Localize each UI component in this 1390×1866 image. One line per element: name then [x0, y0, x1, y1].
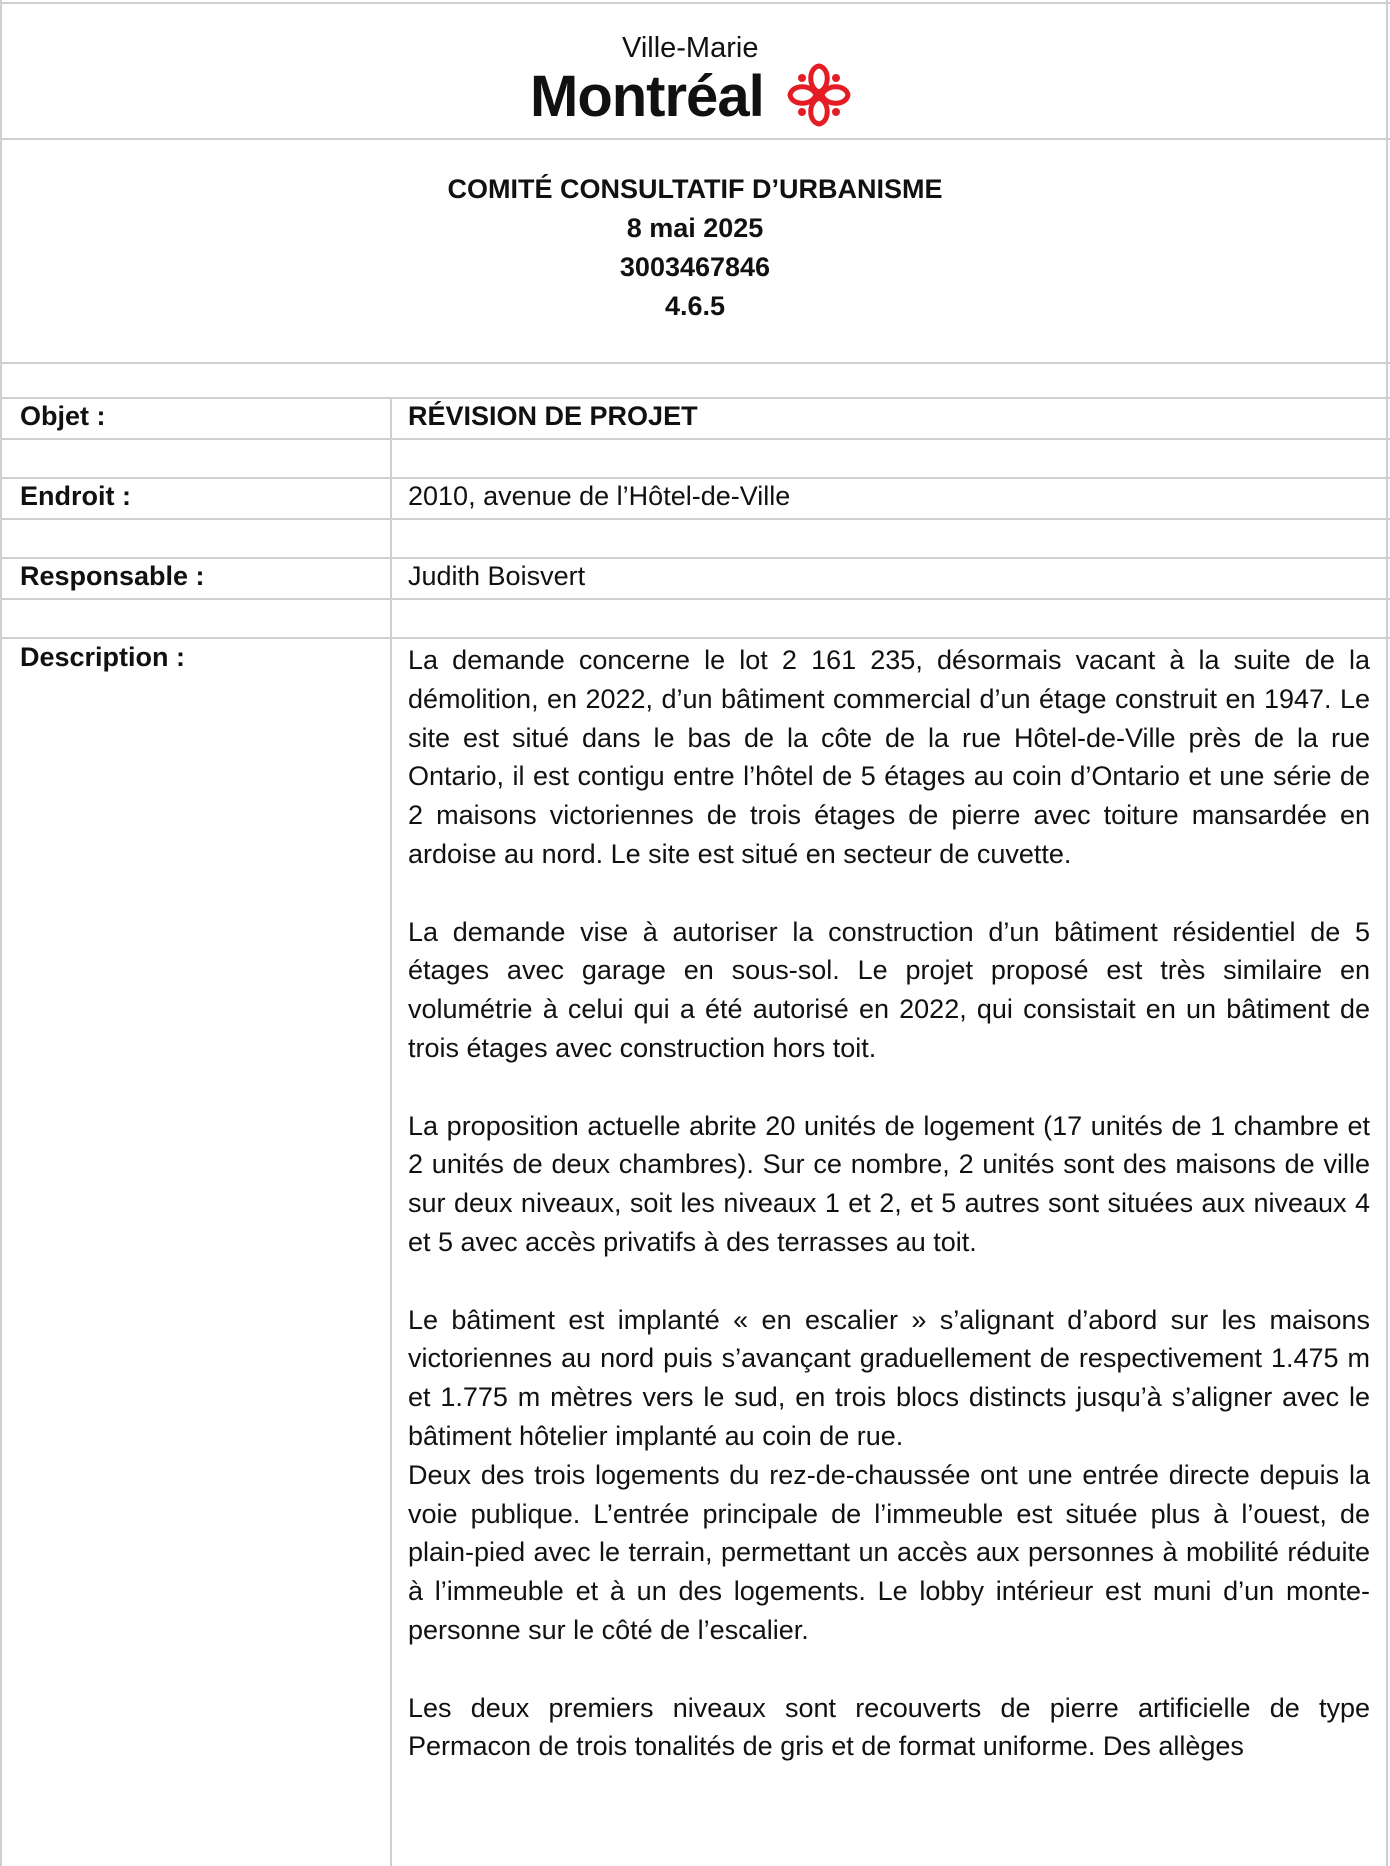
description-label: Description : — [20, 642, 186, 672]
row-divider — [0, 362, 1390, 364]
table-border-top — [0, 2, 1390, 4]
rosette-icon — [782, 58, 856, 132]
description-body — [408, 641, 1370, 1805]
objet-value: RÉVISION DE PROJET — [408, 401, 698, 431]
logo-borough: Ville-Marie — [622, 32, 759, 64]
description-paragraph: Les deux premiers niveaux sont recouverts de pierre artificielle de type Permacon de trois tonalités de gris et de format uniforme. Des allèges — [408, 1692, 1370, 1762]
row-divider — [0, 438, 1390, 440]
committee-name: COMITÉ CONSULTATIF D’URBANISME — [447, 174, 943, 204]
responsable-label: Responsable : — [20, 561, 205, 591]
agenda-item: 4.6.5 — [664, 291, 726, 321]
endroit-value: 2010, avenue de l’Hôtel-de-Ville — [408, 481, 791, 511]
description-paragraph: La demande vise à autoriser la construction d’un bâtiment résidentiel de 5 étages avec garage en sous-sol. Le projet proposé est très similaire en volumétrie à celui qui a été autorisé en 2022, qui consistait en un bâtiment de trois étages avec construction hors toit. — [408, 916, 1370, 1063]
responsable-value: Judith Boisvert — [408, 561, 586, 591]
file-number: 3003467846 — [619, 252, 771, 282]
row-divider — [0, 138, 1390, 140]
description-paragraph: La proposition actuelle abrite 20 unités de logement (17 unités de 1 chambre et 2 unités de deux chambres). Sur ce nombre, 2 unités sont des maisons de ville sur deux niveaux, soit les niveaux 1 et 2, et 5 autres sont situées aux niveaux 4 et 5 avec accès privatifs à des terrasses au toit. — [408, 1110, 1370, 1257]
row-divider — [0, 518, 1390, 520]
row-divider — [0, 557, 1390, 559]
montreal-logo — [520, 30, 870, 130]
column-divider — [390, 397, 392, 1866]
logo-city: Montréal — [530, 64, 764, 129]
objet-label: Objet : — [20, 401, 106, 431]
description-paragraph: Le bâtiment est implanté « en escalier » s’alignant d’abord sur les maisons victoriennes au nord puis s’avançant graduellement de respectivement 1.475 m et 1.775 m mètres vers le sud, en trois blocs distincts jusqu’à s’aligner avec le bâtiment hôtelier implanté au coin de rue. — [408, 1304, 1370, 1451]
row-divider — [0, 637, 1390, 639]
meeting-date: 8 mai 2025 — [626, 213, 764, 243]
row-divider — [0, 598, 1390, 600]
document-header — [0, 170, 1390, 326]
description-paragraph: Deux des trois logements du rez-de-chaussée ont une entrée directe depuis la voie publique. L’entrée principale de l’immeuble est située plus à l’ouest, de plain-pied avec le terrain, permettant un accès aux personnes à mobilité réduite à l’immeuble et à un des logements. Le lobby intérieur est muni d’un monte-personne sur le côté de l’escalier. — [408, 1459, 1370, 1645]
description-paragraph: La demande concerne le lot 2 161 235, désormais vacant à la suite de la démolition, en 2022, d’un bâtiment commercial d’un étage construit en 1947. Le site est situé dans le bas de la côte de la rue Hôtel-de-Ville près de la rue Ontario, il est contigu entre l’hôtel de 5 étages au coin d’Ontario et une série de 2 maisons victoriennes de trois étages de pierre avec toiture mansardée en ardoise au nord. Le site est situé en secteur de cuvette. — [408, 645, 1370, 869]
endroit-label: Endroit : — [20, 481, 131, 511]
